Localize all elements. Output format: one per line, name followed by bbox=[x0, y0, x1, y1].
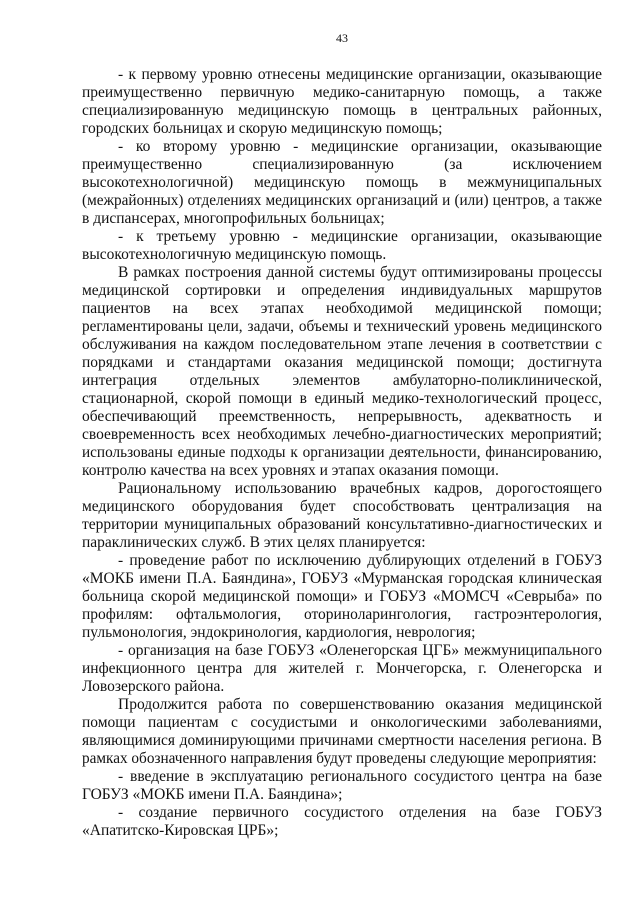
text-line: - создание первичного сосудистого отделения на базе ГОБУЗ bbox=[118, 804, 602, 821]
text-line: высокотехнологичной) медицинскую помощь в межмуниципальных bbox=[82, 174, 602, 191]
text-line: использованы единые подходы к организации деятельности, финансированию, bbox=[82, 444, 602, 461]
text-line: «МОКБ имени П.А. Баяндина», ГОБУЗ «Мурманская городская клиническая bbox=[82, 570, 602, 587]
text-line: профилям: офтальмология, оториноларингология, гастроэнтерология, bbox=[82, 606, 602, 623]
text-line: в диспансерах, многопрофильных больницах; bbox=[82, 210, 385, 227]
page-number: 43 bbox=[336, 31, 348, 45]
paragraph bbox=[82, 552, 602, 642]
text-line: пациентов на всех этапах необходимой медицинской помощи; bbox=[82, 300, 602, 317]
paragraph bbox=[82, 696, 602, 768]
paragraph bbox=[82, 264, 602, 480]
text-line: интеграция отдельных элементов амбулаторно-поликлинической, bbox=[82, 372, 602, 389]
text-line: - проведение работ по исключению дублирующих отделений в ГОБУЗ bbox=[118, 552, 602, 569]
text-line: - к третьему уровню - медицинские организации, оказывающие bbox=[118, 228, 602, 245]
text-line: стационарной, скорой помощи в единый медико-технологический процесс, bbox=[82, 390, 602, 407]
paragraph bbox=[82, 228, 602, 264]
text-line: больница скорой медицинской помощи» и ГОБУЗ «МОМСЧ «Севрыба» по bbox=[82, 588, 602, 605]
text-line: преимущественно первичную медико-санитарную помощь, а также bbox=[82, 84, 602, 101]
text-line: обеспечивающий преемственность, непрерывность, адекватность и bbox=[82, 408, 602, 425]
text-line: - введение в эксплуатацию регионального сосудистого центра на базе bbox=[118, 768, 602, 785]
text-line: своевременность всех необходимых лечебно-диагностических мероприятий; bbox=[82, 426, 602, 443]
text-line: рамках обозначенного направления будут проведены следующие мероприятия: bbox=[82, 750, 597, 767]
document-body bbox=[82, 66, 602, 840]
text-line: инфекционного центра для жителей г. Мончегорска, г. Оленегорска и bbox=[82, 660, 602, 677]
text-line: помощи пациентам с сосудистыми и онкологическими заболеваниями, bbox=[82, 714, 602, 731]
text-line: порядками и стандартами оказания медицинской помощи; достигнута bbox=[82, 354, 602, 371]
paragraph bbox=[82, 480, 602, 552]
text-line: пульмонология, эндокринология, кардиология, неврология; bbox=[82, 624, 476, 641]
text-line: Ловозерского района. bbox=[82, 678, 225, 695]
text-line: территории муниципальных образований консультативно-диагностических и bbox=[82, 516, 602, 533]
paragraph bbox=[82, 804, 602, 840]
text-line: параклинических служб. В этих целях планируется: bbox=[82, 534, 426, 551]
text-line: специализированную медицинскую помощь в центральных районных, bbox=[82, 102, 602, 119]
text-line: являющимися доминирующими причинами смертности населения региона. В bbox=[82, 732, 602, 749]
text-line: обслуживания на каждом последовательном этапе лечения в соответствии с bbox=[82, 336, 602, 353]
text-line: регламентированы цели, задачи, объемы и технический уровень медицинского bbox=[82, 318, 602, 335]
text-line: - ко второму уровню - медицинские организации, оказывающие bbox=[118, 138, 602, 155]
text-line: преимущественно специализированную (за исключением bbox=[82, 156, 602, 173]
text-line: медицинского оборудования будет способствовать централизация на bbox=[82, 498, 602, 515]
paragraph bbox=[82, 642, 602, 696]
text-line: «Апатитско-Кировская ЦРБ»; bbox=[82, 822, 279, 839]
text-line: высокотехнологичную медицинскую помощь. bbox=[82, 246, 387, 263]
text-line: ГОБУЗ «МОКБ имени П.А. Баяндина»; bbox=[82, 786, 343, 803]
text-line: В рамках построения данной системы будут оптимизированы процессы bbox=[118, 264, 602, 281]
text-line: - к первому уровню отнесены медицинские организации, оказывающие bbox=[118, 66, 602, 83]
paragraph bbox=[82, 66, 602, 138]
paragraph bbox=[82, 768, 602, 804]
text-line: медицинской сортировки и определения индивидуальных маршрутов bbox=[82, 282, 602, 299]
text-line: Продолжится работа по совершенствованию оказания медицинской bbox=[118, 696, 602, 713]
text-line: (межрайонных) отделениях медицинских организаций и (или) центров, а также bbox=[82, 192, 602, 209]
text-line: Рациональному использованию врачебных кадров, дорогостоящего bbox=[118, 480, 602, 497]
text-line: городских больницах и скорую медицинскую помощь; bbox=[82, 120, 443, 137]
paragraph bbox=[82, 138, 602, 228]
text-line: - организация на базе ГОБУЗ «Оленегорская ЦГБ» межмуниципального bbox=[118, 642, 602, 659]
text-line: контролю качества на всех уровнях и этапах оказания помощи. bbox=[82, 462, 499, 479]
